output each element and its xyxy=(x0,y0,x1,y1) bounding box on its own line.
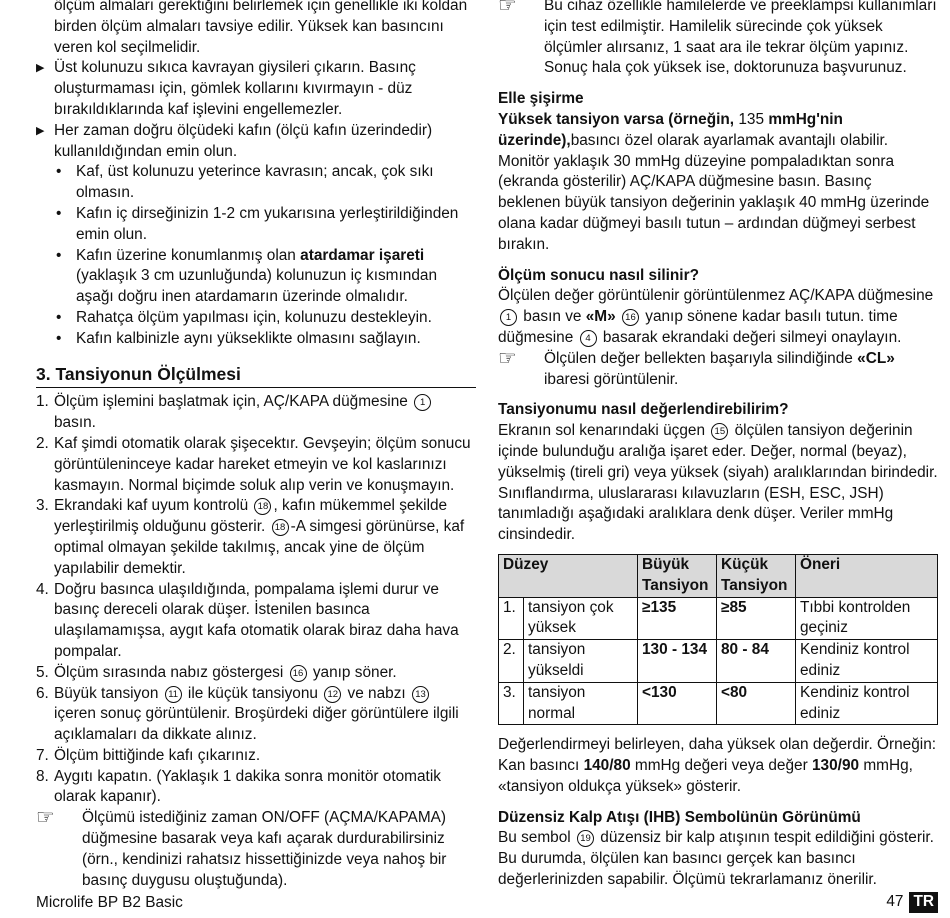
table-cell: 2. tansiyon yükseldi xyxy=(499,640,638,683)
callout-number: 16 xyxy=(290,665,307,682)
table-cell: 80 - 84 xyxy=(717,640,796,683)
note-item: ☞ Bu cihaz özellikle hamilelerde ve preeklampsi kullanımları için test edilmiştir. Hamilelik sürecinde çok yüksek ölçümler alırsanız, 1 saat ara ile tekrar ölçüm yapınız. Sonuç hala çok yüksek ise, doktorunuza başvurunuz. xyxy=(498,0,938,79)
section-title: 3. Tansiyonun Ölçülmesi xyxy=(36,364,476,389)
table-header-cell: Öneri xyxy=(796,554,938,597)
callout-number: 4 xyxy=(580,330,597,347)
language-badge: TR xyxy=(909,892,938,913)
arrow-bullet-icon: ▶ xyxy=(36,124,45,137)
table-header-cell: Küçük Tansiyon xyxy=(717,554,796,597)
subsection-title: Ölçüm sonucu nasıl silinir? xyxy=(498,266,699,284)
delete-paragraph: Ölçülen değer görüntülenir görüntülenmez AÇ/KAPA düğmesine 1 basın ve «M» 16 yanıp sönene kadar basılı tutun. time düğmesine 4 basarak ekrandaki değeri silmeyi onaylayın. xyxy=(498,287,934,346)
table-cell: <130 xyxy=(638,682,717,725)
callout-number: 1 xyxy=(414,394,431,411)
callout-number: 16 xyxy=(622,309,639,326)
subsection-title: Elle şişirme xyxy=(498,90,584,108)
step-item: 7. Ölçüm bittiğinde kafı çıkarınız. xyxy=(36,746,261,764)
callout-number: 13 xyxy=(412,686,429,703)
manual-inflation-paragraph: Yüksek tansiyon varsa (örneğin, 135 mmHg'nin üzerinde),basıncı özel olarak ayarlamak avantajlı olabilir. Monitör yaklaşık 30 mmHg düzeyine pompaladıktan sonra (ekranda gösterilir) AÇ/KAPA düğmesine basın. Basınç beklenen büyük tansiyon değerinin yaklaşık 40 mmHg üzerinde olana kadar düğmeyi basılı tutun – ardından düğmeyi serbest bırakın. xyxy=(498,110,930,253)
bullet-dot-icon: • xyxy=(56,246,62,264)
callout-number: 15 xyxy=(711,423,728,440)
callout-number: 19 xyxy=(577,830,594,847)
step-item: 5. Ölçüm sırasında nabız göstergesi 16 yanıp söner. xyxy=(36,663,397,681)
step-item: 6. Büyük tansiyon 11 ile küçük tansiyonu 12 ve nabzı 13 içeren sonuç görüntülenir. Broşürdeki diğer görüntülere ilgili açıklamaları da dikkate alınız. xyxy=(36,684,459,744)
evaluation-example-paragraph: Değerlendirmeyi belirleyen, daha yüksek olan değerdir. Örneğin: Kan basıncı 140/80 mmHg değeri veya değer 130/90 mmHg, «tansiyon oldukça yüksek» gösterir. xyxy=(498,736,937,795)
step-item: 3. Ekrandaki kaf uyum kontrolü 18 , kafın mükemmel şekilde yerleştirilmiş olduğunu gösterir. 18 -A simgesi görünürse, kaf optimal olmayan şekilde takılmış, ancak yine de ölçüm yapılabilir demektir. xyxy=(36,497,465,577)
instruction-arrow-item: ▶ Her zaman doğru ölçüdeki kafın (ölçü kafın üzerindedir) kullanıldığından emin olun. xyxy=(36,121,433,160)
pointing-hand-icon: ☞ xyxy=(36,806,55,830)
step-item: 2. Kaf şimdi otomatik olarak şişecektır. Gevşeyin; ölçüm sonucu görüntüleninceye kadar hareket etmeyin ve kol kaslarınızı kasmayın. Normal biçimde soluk alıp verin ve konuşmayın. xyxy=(36,434,471,494)
bullet-item: • Rahatça ölçüm yapılması için, kolunuzu destekleyin. xyxy=(36,308,476,329)
left-column xyxy=(36,0,476,891)
table-cell: ≥85 xyxy=(717,597,796,640)
bullet-item: • Kaf, üst kolunuzu yeterince kavrasın; ancak, çok sıkı olmasın. xyxy=(56,163,434,202)
evaluation-paragraph: Ekranın sol kenarındaki üçgen 15 ölçülen tansiyon değerinin içinde bulunduğu aralığa işaret eder. Değer, normal (beyaz), yükselmiş (tireli gri) veya yüksek (siyah) aralıklarından birindedir. Sınıflandırma, uluslararası kılavuzların (ESH, ESC, JSH) tanımladığı aşağıdaki aralıklara denk düşer. Veriler mmHg cinsindedir. xyxy=(498,422,938,544)
callout-number: 12 xyxy=(324,686,341,703)
callout-number: 18 xyxy=(254,498,271,515)
table-cell: 130 - 134 xyxy=(638,640,717,683)
step-item: 4. Doğru basınca ulaşıldığında, pompalama işlemi durur ve basınç dereceli olarak düşer. İstenilen basınca ulaşılamamışsa, aygıt kafa otomatik olarak biraz daha hava pompalar. xyxy=(36,580,459,660)
bullet-item: • Kafın iç dirseğinizin 1-2 cm yukarısına yerleştirildiğinden emin olun. xyxy=(56,204,459,243)
arrow-bullet-icon: ▶ xyxy=(36,62,45,75)
table-cell: 1. tansiyon çok yüksek xyxy=(499,597,638,640)
table-row xyxy=(499,682,938,725)
callout-number: 11 xyxy=(165,686,182,703)
callout-number: 18 xyxy=(272,519,289,536)
instruction-arrow-item: ▶ Üst kolunuzu sıkıca kavrayan giysileri çıkarın. Basınç oluşturmaması için, gömlek kollarını kıvırmayın - düz bırakıldıklarında kaf işlevini engellemezler. xyxy=(36,59,416,118)
bullet-dot-icon: • xyxy=(56,329,62,347)
footer-page-info xyxy=(886,892,938,913)
bullet-dot-icon: • xyxy=(56,308,62,326)
pointing-hand-icon: ☞ xyxy=(498,346,517,370)
note-item: ☞ Ölçümü istediğiniz zaman ON/OFF (AÇMA/KAPAMA) düğmesine basarak veya kafı açarak durdurabilirsiniz (örn., kendinizi rahatsız hissettiğinizde veya nahoş bir basınç duygusu oluştuğunda). xyxy=(36,806,447,889)
ihb-paragraph: Bu sembol 19 düzensiz bir kalp atışının tespit edildiğini gösterir. Bu durumda, ölçülen kan basıncı gerçek kan basıncı değerlerinizden sapabilir. Ölçümü tekrarlamanız önerilir. xyxy=(498,829,934,889)
intro-paragraph: ölçüm almaları gerektiğini belirlemek için genellikle iki koldan birden ölçüm almaları tavsiye edilir. Yüksek kan basıncını veren kol seçilmelidir. xyxy=(54,0,468,56)
step-item: 1. Ölçüm işlemini başlatmak için, AÇ/KAPA düğmesine 1 basın. xyxy=(36,392,476,434)
table-header-cell: Düzey xyxy=(499,554,638,597)
bullet-dot-icon: • xyxy=(56,163,62,181)
table-cell: 3. tansiyon normal xyxy=(499,682,638,725)
table-cell: Tıbbi kontrolden geçiniz xyxy=(796,597,938,640)
bullet-dot-icon: • xyxy=(56,204,62,222)
pointing-hand-icon: ☞ xyxy=(498,0,517,17)
table-row xyxy=(499,597,938,640)
table-cell: Kendiniz kontrol ediniz xyxy=(796,682,938,725)
bp-classification-table xyxy=(498,554,938,725)
table-cell: <80 xyxy=(717,682,796,725)
table-header-row xyxy=(499,554,938,597)
step-item: 8. Aygıtı kapatın. (Yaklaşık 1 dakika sonra monitör otomatik olarak kapanır). xyxy=(36,767,441,806)
note-item: ☞ Ölçülen değer bellekten başarıyla silindiğinde «CL» ibaresi görüntülenir. xyxy=(498,346,895,388)
bullet-item: • Kafın kalbinizle aynı yükseklikte olmasını sağlayın. xyxy=(36,329,476,350)
table-row xyxy=(499,640,938,683)
bullet-item: • Kafın üzerine konumlanmış olan atardamar işareti (yaklaşık 3 cm uzunluğunda) kolunuzun iç kısmından aşağı doğru inen atardamarın üzerinde olmalıdır. xyxy=(56,246,438,306)
callout-number: 1 xyxy=(500,309,517,326)
subsection-title: Tansiyonumu nasıl değerlendirebilirim? xyxy=(498,401,789,419)
page-number: 47 xyxy=(886,893,904,910)
table-header-cell: Büyük Tansiyon xyxy=(638,554,717,597)
table-cell: ≥135 xyxy=(638,597,717,640)
subsection-title: Düzensiz Kalp Atışı (IHB) Sembolünün Görünümü xyxy=(498,808,861,826)
footer-product-name: Microlife BP B2 Basic xyxy=(36,894,183,911)
right-column xyxy=(498,0,938,891)
table-cell: Kendiniz kontrol ediniz xyxy=(796,640,938,683)
